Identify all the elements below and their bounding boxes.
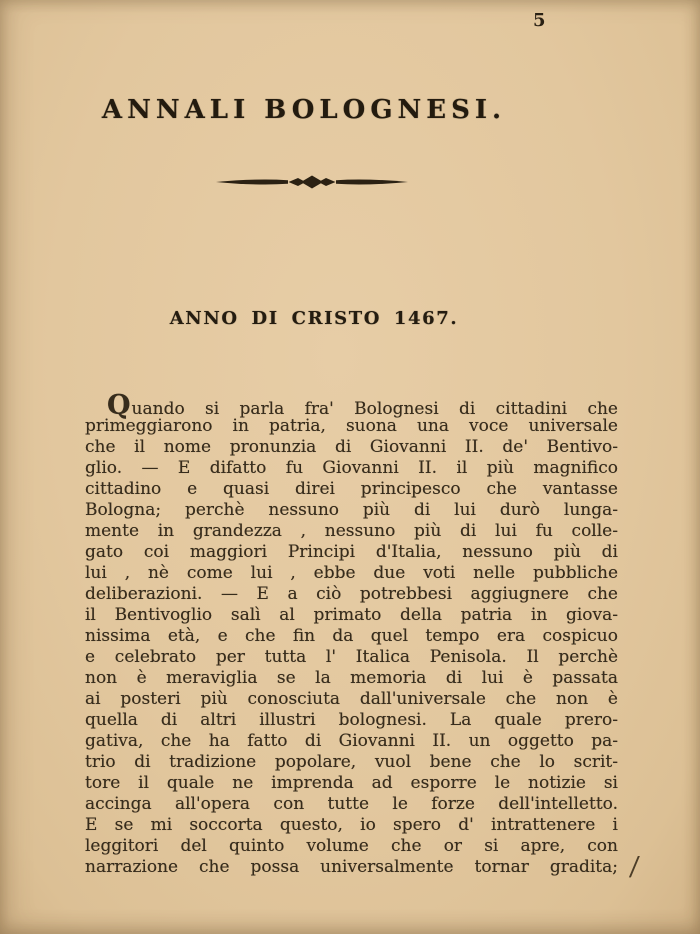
body-paragraph [85, 390, 618, 878]
body-line: nissima età, e che fin da quel tempo era cospicuo [85, 626, 618, 646]
body-line: trio di tradizione popolare, vuol bene che lo scrit- [85, 752, 618, 772]
body-line: E se mi soccorta questo, io spero d' intrattenere i [85, 815, 618, 835]
body-line: narrazione che possa universalmente tornar gradita; [85, 857, 618, 877]
body-line: che il nome pronunzia di Giovanni II. de' Bentivo- [85, 437, 618, 457]
page-number: 5 [533, 10, 546, 31]
body-line: glio. — E difatto fu Giovanni II. il più magnifico [85, 458, 618, 478]
body-line: deliberazioni. — E a ciò potrebbesi aggiugnere che [85, 584, 618, 604]
body-line: mente in grandezza , nessuno più di lui fu colle- [85, 521, 618, 541]
body-line: non è meraviglia se la memoria di lui è passata [85, 668, 618, 688]
body-line: gato coi maggiori Principi d'Italia, nessuno più di [85, 542, 618, 562]
body-line: tore il quale ne imprenda ad esporre le notizie si [85, 773, 618, 793]
body-line: lui , nè come lui , ebbe due voti nelle pubbliche [85, 563, 618, 583]
body-line: quella di altri illustri bolognesi. La quale prero- [85, 710, 618, 730]
body-line: Bologna; perchè nessuno più di lui durò lunga- [85, 500, 618, 520]
body-line: gativa, che ha fatto di Giovanni II. un oggetto pa- [85, 731, 618, 751]
fleuron-divider-icon [214, 175, 410, 189]
body-line: Quando si parla fra' Bolognesi di cittadini che [107, 390, 618, 421]
body-line: il Bentivoglio salì al primato della patria in giova- [85, 605, 618, 625]
page-title: ANNALI BOLOGNESI. [101, 95, 507, 125]
body-line: e celebrato per tutta l' Italica Penisola. Il perchè [85, 647, 618, 667]
body-line: accinga all'opera con tutte le forze dell'intelletto. [85, 794, 618, 814]
body-line: leggitori del quinto volume che or si apre, con [85, 836, 618, 856]
body-line: primeggiarono in patria, suona una voce universale [85, 416, 618, 436]
pen-mark: / [628, 852, 641, 882]
body-line: ai posteri più conosciuta dall'universale che non è [85, 689, 618, 709]
chapter-heading: ANNO DI CRISTO 1467. [169, 308, 459, 329]
body-line: cittadino e quasi direi principesco che vantasse [85, 479, 618, 499]
ornamental-divider [0, 175, 624, 189]
